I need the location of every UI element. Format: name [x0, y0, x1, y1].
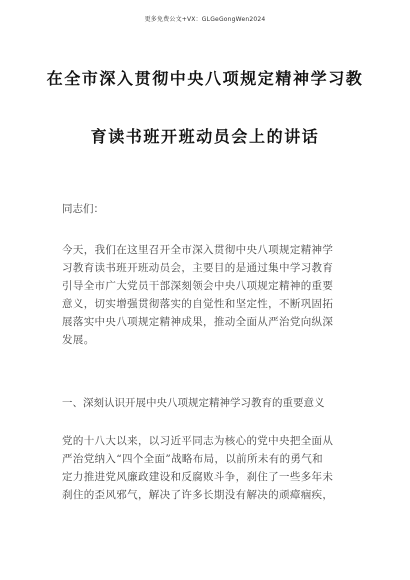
- section-heading-1: 一、深刻认识开展中央八项规定精神学习教育的重要意义: [62, 397, 325, 409]
- paragraph-2: [62, 432, 348, 504]
- document-title-line-1: 在全市深入贯彻中央八项规定精神学习教: [46, 69, 364, 88]
- paragraph-line: 定力推进党风廉政建设和反腐败斗争，刹住了一些多年未: [62, 471, 334, 483]
- paragraph-line: 引导全市广大党员干部深刻领会中央八项规定精神的重要: [62, 280, 334, 292]
- paragraph-line: 今天，我们在这里召开全市深入贯彻中央八项规定精神学: [62, 244, 334, 256]
- salutation: 同志们：: [62, 203, 104, 215]
- paragraph-line: 展落实中央八项规定精神成果，推动全面从严治党向纵深: [62, 316, 334, 328]
- paragraph-line: 刹住的歪风邪气，解决了许多长期没有解决的顽瘴痼疾，: [62, 489, 334, 501]
- paragraph-line: 发展。: [62, 334, 95, 346]
- paragraph-line: 党的十八大以来，以习近平同志为核心的党中央把全面从: [62, 435, 334, 447]
- paragraph-line: 习教育读书班开班动员会，主要目的是通过集中学习教育: [62, 262, 334, 274]
- paragraph-line: 严治党纳入“四个全面”战略布局，以前所未有的勇气和: [62, 453, 323, 465]
- paragraph-1: [62, 241, 348, 349]
- paragraph-line: 意义，切实增强贯彻落实的自觉性和坚定性，不断巩固拓: [62, 298, 334, 310]
- header-note: 更多免费公文+VX：GLGeGongWen2024: [144, 16, 266, 23]
- document-title-line-2: 育读书班开班动员会上的讲话: [90, 127, 320, 146]
